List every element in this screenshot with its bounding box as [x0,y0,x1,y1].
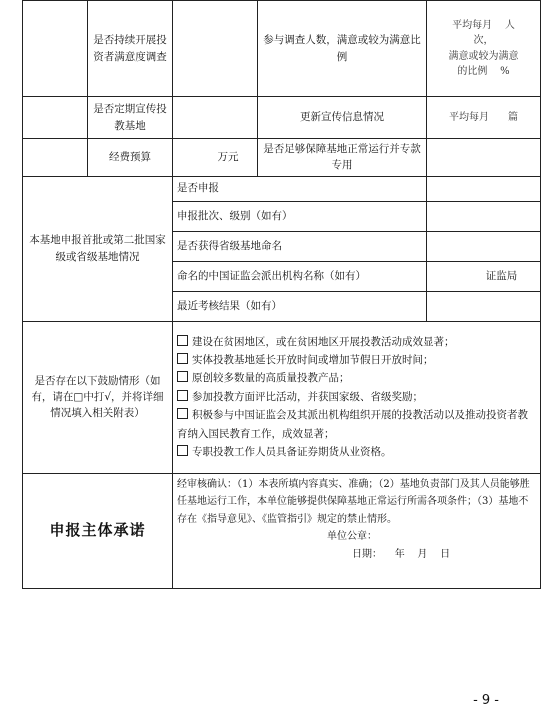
national-label: 本基地申报首批或第二批国家级或省级基地情况 [23,176,173,321]
national-row-label: 命名的中国证监会派出机构名称（如有） [173,261,427,291]
national-row [23,176,541,201]
blank-cell [23,139,88,177]
incentive-item: 积极参与中国证监会及其派出机构组织开展的投教活动以及推动投资者教育纳入国民教育工作，成效显著； [177,409,528,440]
guarantee-answer-cell [427,139,541,177]
promise-title: 申报主体承诺 [23,473,173,588]
promise-text-cell [173,473,541,588]
checkbox[interactable] [177,408,188,419]
guarantee-label: 是否足够保障基地正常运行并专款专用 [258,139,427,177]
checkbox[interactable] [177,445,188,456]
budget-unit: 万元 [173,139,258,177]
incentives-list [173,321,541,473]
answer-cell [427,201,541,231]
promo-question: 是否定期宣传投教基地 [88,97,173,139]
survey-row [23,1,541,97]
update-label: 更新宣传信息情况 [258,97,427,139]
blank-cell [23,1,88,97]
incentive-item: 参加投教方面评比活动，并获国家级、省级奖励； [177,388,536,406]
national-row-label: 是否申报 [173,176,427,201]
incentives-label: 是否存在以下鼓励情形（如有，请在□中打√，并将详细情况填入相关附表） [23,321,173,473]
update-info: 平均每月 篇 [427,97,541,139]
blank-cell [23,97,88,139]
national-row-label: 申报批次、级别（如有） [173,201,427,231]
answer-cell [427,291,541,321]
csrc-suffix: 证监局 [427,261,541,291]
incentive-item: 实体投教基地延长开放时间或增加节假日开放时间； [177,351,536,369]
incentive-item: 建设在贫困地区，或在贫困地区开展投教活动成效显著； [177,333,536,351]
application-form-table [22,0,541,589]
incentive-item: 专职投教工作人员具备证券期货从业资格。 [177,443,536,461]
participants-info: 平均每月 人 次， 满意或较为满意 的比例 % [427,1,541,97]
survey-answer-cell [173,1,258,97]
budget-label: 经费预算 [88,139,173,177]
promise-row [23,473,541,588]
national-row-label: 是否获得省级基地命名 [173,231,427,261]
checkbox[interactable] [177,371,188,382]
answer-cell [427,176,541,201]
page-number: - 9 - [473,693,499,708]
promo-row [23,97,541,139]
date-label: 日期： 年 月 日 [352,548,451,560]
checkbox[interactable] [177,390,188,401]
checkbox[interactable] [177,335,188,346]
national-row-label: 最近考核结果（如有） [173,291,427,321]
incentives-row [23,321,541,473]
seal-label: 单位公章： [327,531,377,543]
participants-label: 参与调查人数，满意或较为满意比例 [258,1,427,97]
answer-cell [427,231,541,261]
checkbox[interactable] [177,353,188,364]
promise-text: 经审核确认：（1）本表所填内容真实、准确；（2）基地负责部门及其人员能够胜任基地运行工作，本单位能够提供保障基地正常运行所需各项条件；（3）基地不存在《指导意见》、《监管指引》规定的禁止情形。 [177,478,530,525]
incentive-item: 原创较多数量的高质量投教产品； [177,369,536,387]
budget-row [23,139,541,177]
promo-answer-cell [173,97,258,139]
survey-question: 是否持续开展投资者满意度调查 [88,1,173,97]
